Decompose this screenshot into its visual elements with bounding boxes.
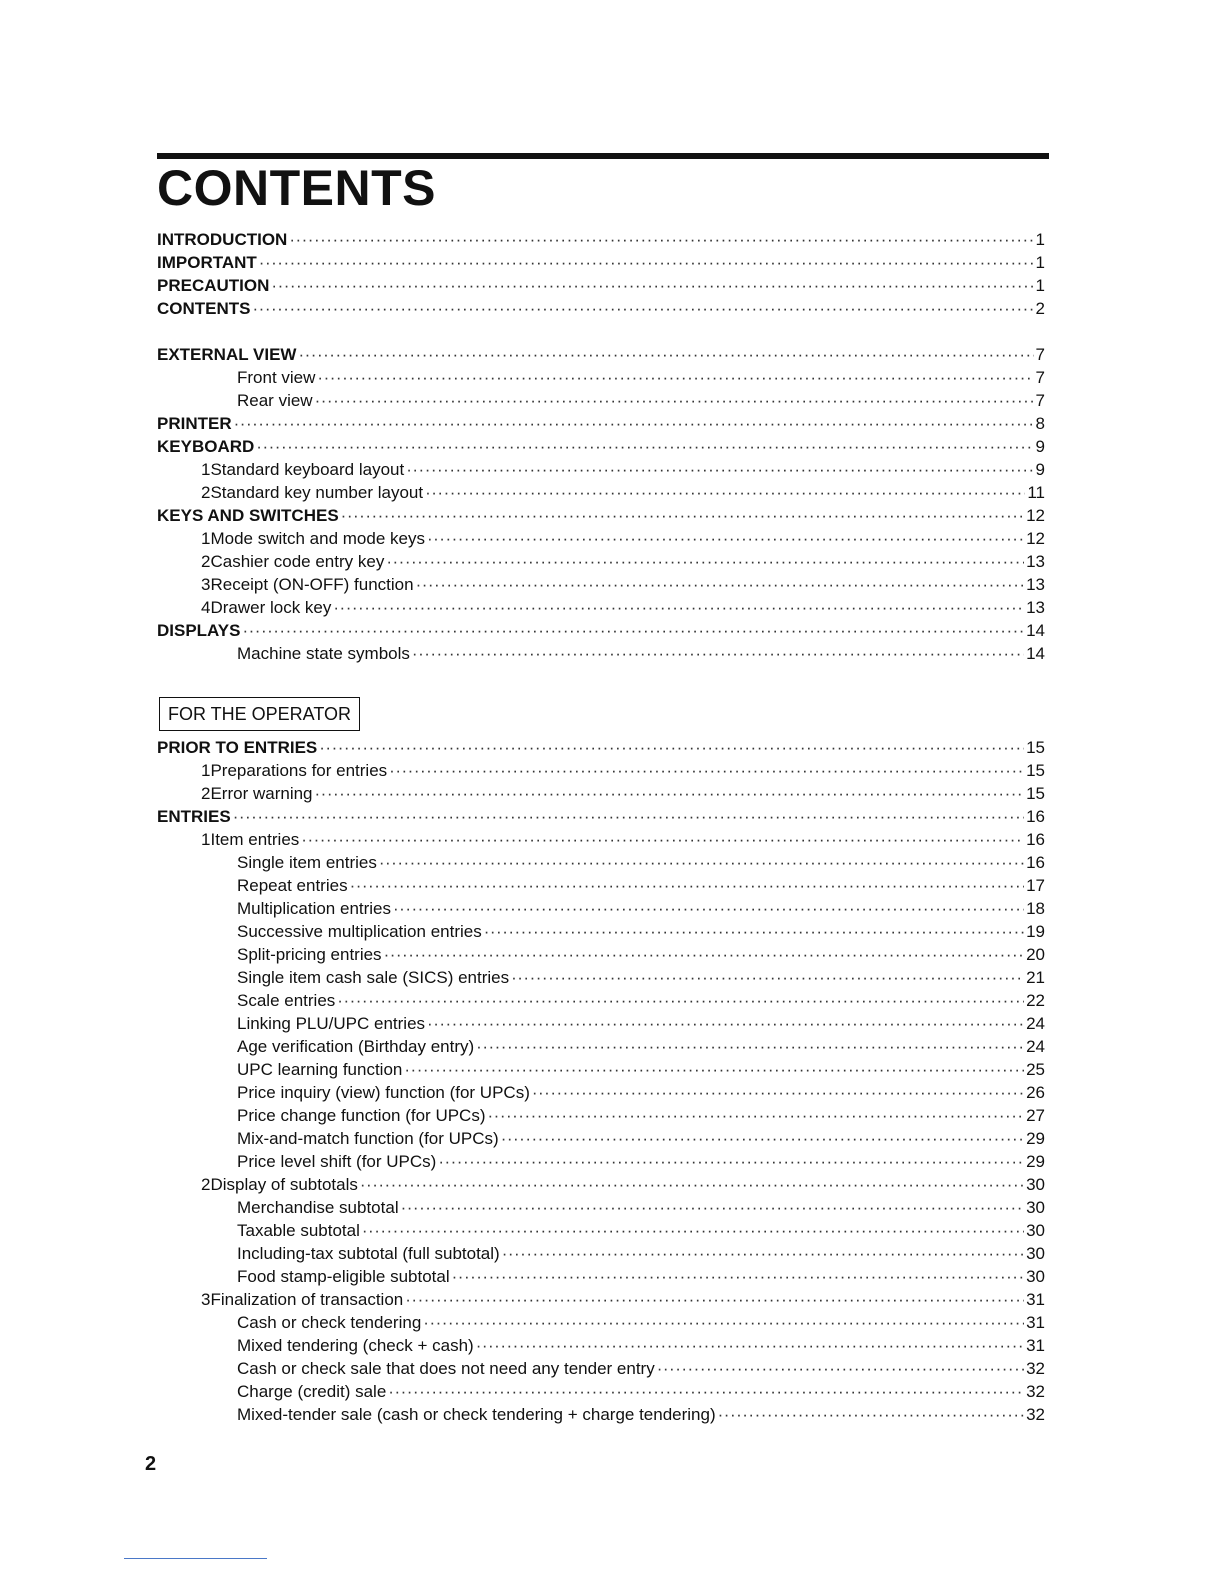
dot-leader (388, 1380, 1024, 1403)
toc-entry-page: 8 (1035, 414, 1045, 433)
toc-entry-page: 12 (1026, 506, 1045, 525)
dot-leader (484, 920, 1024, 943)
dot-leader (242, 619, 1024, 642)
toc-entry[interactable] (157, 1081, 1045, 1104)
toc-entry[interactable] (157, 504, 1045, 527)
dot-leader (423, 1311, 1024, 1334)
toc-entry-page: 30 (1026, 1198, 1045, 1217)
toc-entry[interactable] (157, 619, 1045, 642)
toc-entry-page: 15 (1026, 738, 1045, 757)
toc-entry-label: Standard key number layout (210, 483, 424, 502)
dot-leader (337, 989, 1024, 1012)
toc-entry-page: 16 (1026, 830, 1045, 849)
toc-entry[interactable] (157, 759, 1045, 782)
toc-entry-page: 21 (1026, 968, 1045, 987)
toc-entry-page: 30 (1026, 1221, 1045, 1240)
toc-entry[interactable] (157, 642, 1045, 665)
dot-leader (476, 1334, 1024, 1357)
toc-entry[interactable] (157, 782, 1045, 805)
toc-entry-label: EXTERNAL VIEW (157, 345, 297, 364)
toc-entry[interactable] (157, 874, 1045, 897)
dot-leader (405, 1288, 1024, 1311)
toc-entry-page: 13 (1026, 598, 1045, 617)
dot-leader (333, 596, 1024, 619)
dot-leader (315, 389, 1034, 412)
dot-leader (362, 1219, 1024, 1242)
toc-entry[interactable] (157, 1403, 1045, 1426)
toc-entry-page: 32 (1026, 1382, 1045, 1401)
toc-entry-label: PRIOR TO ENTRIES (157, 738, 318, 757)
toc-entry-page: 9 (1035, 460, 1045, 479)
toc-entry-label: Cashier code entry key (210, 552, 385, 571)
dot-leader (425, 481, 1025, 504)
toc-entry-label: Successive multiplication entries (237, 922, 482, 941)
toc-entry-page: 32 (1026, 1405, 1045, 1424)
dot-leader (253, 297, 1034, 320)
toc-entry[interactable] (157, 366, 1045, 389)
toc-entry[interactable] (157, 1334, 1045, 1357)
toc-entry-page: 31 (1026, 1313, 1045, 1332)
dot-leader (317, 366, 1033, 389)
toc-entry-label: Error warning (210, 784, 313, 803)
toc-entry-label: UPC learning function (237, 1060, 403, 1079)
toc-entry-page: 1 (1035, 253, 1045, 272)
toc-entry-page: 7 (1035, 345, 1045, 364)
toc-entry-label: Price level shift (for UPCs) (237, 1152, 437, 1171)
toc-entry-number: 1 (201, 529, 211, 548)
toc-entry-label: Scale entries (237, 991, 336, 1010)
dot-leader (393, 897, 1024, 920)
toc-entry-number: 3 (201, 1290, 211, 1309)
toc-front-matter (157, 228, 1045, 320)
toc-entry-label: Mix-and-match function (for UPCs) (237, 1129, 499, 1148)
toc-entry-page: 12 (1026, 529, 1045, 548)
toc-entry[interactable] (157, 920, 1045, 943)
dot-leader (259, 251, 1034, 274)
toc-entry-page: 16 (1026, 807, 1045, 826)
toc-entry-label: KEYS AND SWITCHES (157, 506, 339, 525)
toc-entry-page: 11 (1027, 483, 1045, 502)
dot-leader (427, 1012, 1024, 1035)
toc-entry-label: INTRODUCTION (157, 230, 288, 249)
toc-entry-label: PRINTER (157, 414, 232, 433)
toc-entry-page: 13 (1026, 575, 1045, 594)
toc-entry-page: 31 (1026, 1336, 1045, 1355)
toc-entry[interactable] (157, 458, 1045, 481)
toc-entry[interactable] (157, 989, 1045, 1012)
toc-entry-page: 14 (1026, 621, 1045, 640)
toc-entry[interactable] (157, 828, 1045, 851)
toc-entry-page: 29 (1026, 1152, 1045, 1171)
toc-entry-page: 30 (1026, 1244, 1045, 1263)
dot-leader (452, 1265, 1024, 1288)
toc-entry-page: 7 (1035, 368, 1045, 387)
toc-entry-label: Rear view (237, 391, 313, 410)
toc-entry-page: 32 (1026, 1359, 1045, 1378)
toc-entry[interactable] (157, 343, 1045, 366)
toc-entry[interactable] (157, 943, 1045, 966)
toc-entry-label: Finalization of transaction (210, 1290, 404, 1309)
toc-entry-page: 29 (1026, 1129, 1045, 1148)
toc-entry-label: Repeat entries (237, 876, 348, 895)
toc-entry[interactable] (157, 966, 1045, 989)
toc-entry-label: DISPLAYS (157, 621, 241, 640)
dot-leader (350, 874, 1025, 897)
toc-entry-number: 4 (201, 598, 211, 617)
dot-leader (401, 1196, 1024, 1219)
toc-entry[interactable] (157, 1288, 1045, 1311)
dot-leader (301, 828, 1024, 851)
dot-leader (315, 782, 1025, 805)
toc-entry-label: Receipt (ON-OFF) function (210, 575, 414, 594)
toc-entry[interactable] (157, 1219, 1045, 1242)
toc-entry-label: PRECAUTION (157, 276, 270, 295)
dot-leader (488, 1104, 1025, 1127)
toc-entry-page: 22 (1026, 991, 1045, 1010)
toc-entry[interactable] (157, 1058, 1045, 1081)
toc-entry-page: 24 (1026, 1014, 1045, 1033)
toc-entry-page: 7 (1035, 391, 1045, 410)
toc-entry-page: 9 (1035, 437, 1045, 456)
toc-entry-page: 26 (1026, 1083, 1045, 1102)
toc-entry-label: Linking PLU/UPC entries (237, 1014, 426, 1033)
dot-leader (386, 550, 1024, 573)
dot-leader (289, 228, 1033, 251)
toc-entry-page: 14 (1026, 644, 1045, 663)
dot-leader (341, 504, 1024, 527)
toc-entry[interactable] (157, 389, 1045, 412)
dot-leader (511, 966, 1024, 989)
dot-leader (476, 1035, 1024, 1058)
toc-entry-page: 13 (1026, 552, 1045, 571)
toc-entry[interactable] (157, 228, 1045, 251)
dot-leader (384, 943, 1025, 966)
dot-leader (234, 412, 1034, 435)
toc-entry-number: 2 (201, 552, 211, 571)
toc-entry-number: 3 (201, 575, 211, 594)
toc-entry-label: Cash or check sale that does not need any tender entry (237, 1359, 655, 1378)
page-title: CONTENTS (157, 160, 436, 216)
toc-entry-label: Merchandise subtotal (237, 1198, 399, 1217)
dot-leader (298, 343, 1033, 366)
dot-leader (319, 736, 1024, 759)
toc-entry-label: Price change function (for UPCs) (237, 1106, 486, 1125)
toc-entry[interactable] (157, 1127, 1045, 1150)
toc-entry-page: 19 (1026, 922, 1045, 941)
dot-leader (233, 805, 1024, 828)
toc-entry-page: 1 (1035, 230, 1045, 249)
toc-entry[interactable] (157, 1380, 1045, 1403)
toc-entry[interactable] (157, 1242, 1045, 1265)
dot-leader (532, 1081, 1024, 1104)
dot-leader (406, 458, 1033, 481)
toc-entry[interactable] (157, 596, 1045, 619)
dot-leader (416, 573, 1025, 596)
toc-entry[interactable] (157, 1035, 1045, 1058)
section-heading-for-the-operator: FOR THE OPERATOR (159, 697, 360, 731)
dot-leader (256, 435, 1033, 458)
toc-entry-number: 1 (201, 460, 211, 479)
toc-entry-label: Charge (credit) sale (237, 1382, 387, 1401)
toc-entry-label: Single item entries (237, 853, 377, 872)
toc-entry-label: Drawer lock key (210, 598, 332, 617)
toc-entry-label: Mixed-tender sale (cash or check tendering + charge tendering) (237, 1405, 716, 1424)
toc-entry-number: 1 (201, 761, 211, 780)
toc-entry[interactable] (157, 527, 1045, 550)
toc-entry-page: 1 (1035, 276, 1045, 295)
dot-leader (718, 1403, 1024, 1426)
toc-entry-number: 2 (201, 784, 211, 803)
toc-entry[interactable] (157, 435, 1045, 458)
toc-entry-page: 2 (1035, 299, 1045, 318)
toc-entry-label: Taxable subtotal (237, 1221, 360, 1240)
dot-leader (502, 1242, 1024, 1265)
toc-entry[interactable] (157, 1357, 1045, 1380)
toc-entry-page: 20 (1026, 945, 1045, 964)
toc-entry-label: Single item cash sale (SICS) entries (237, 968, 510, 987)
toc-entry-page: 30 (1026, 1175, 1045, 1194)
toc-entry-label: Standard keyboard layout (210, 460, 405, 479)
toc-entry-page: 17 (1026, 876, 1045, 895)
toc-entry[interactable] (157, 1265, 1045, 1288)
toc-entry-page: 15 (1026, 784, 1045, 803)
dot-leader (389, 759, 1024, 782)
dot-leader (404, 1058, 1024, 1081)
toc-entry-number: 2 (201, 1175, 211, 1194)
toc-entry[interactable] (157, 851, 1045, 874)
toc-operator (157, 736, 1045, 1426)
dot-leader (427, 527, 1024, 550)
toc-entry-number: 2 (201, 483, 211, 502)
dot-leader (412, 642, 1024, 665)
toc-entry-label: Display of subtotals (210, 1175, 358, 1194)
dot-leader (271, 274, 1033, 297)
toc-entry-page: 15 (1026, 761, 1045, 780)
toc-entry[interactable] (157, 1104, 1045, 1127)
toc-entry[interactable] (157, 736, 1045, 759)
toc-entry-page: 24 (1026, 1037, 1045, 1056)
toc-entry-page: 27 (1026, 1106, 1045, 1125)
toc-entry-page: 30 (1026, 1267, 1045, 1286)
toc-entry[interactable] (157, 251, 1045, 274)
dot-leader (501, 1127, 1024, 1150)
toc-entry-label: Cash or check tendering (237, 1313, 422, 1332)
toc-entry[interactable] (157, 1012, 1045, 1035)
dot-leader (360, 1173, 1024, 1196)
toc-entry[interactable] (157, 897, 1045, 920)
toc-entry-page: 18 (1026, 899, 1045, 918)
toc-entry-page: 25 (1026, 1060, 1045, 1079)
toc-entry[interactable] (157, 412, 1045, 435)
toc-entry[interactable] (157, 1173, 1045, 1196)
toc-hardware (157, 343, 1045, 665)
toc-entry-label: Price inquiry (view) function (for UPCs) (237, 1083, 530, 1102)
toc-entry[interactable] (157, 550, 1045, 573)
toc-entry-label: Item entries (210, 830, 300, 849)
toc-entry-page: 16 (1026, 853, 1045, 872)
toc-entry[interactable] (157, 274, 1045, 297)
toc-entry-label: CONTENTS (157, 299, 251, 318)
dot-leader (657, 1357, 1024, 1380)
dot-leader (438, 1150, 1024, 1173)
toc-entry-label: Multiplication entries (237, 899, 392, 918)
toc-entry-label: Age verification (Birthday entry) (237, 1037, 475, 1056)
toc-entry[interactable] (157, 1311, 1045, 1334)
title-rule (157, 153, 1049, 159)
page-number: 2 (145, 1453, 157, 1475)
toc-entry-page: 31 (1026, 1290, 1045, 1309)
toc-entry[interactable] (157, 1196, 1045, 1219)
toc-entry-label: Food stamp-eligible subtotal (237, 1267, 450, 1286)
toc-entry[interactable] (157, 805, 1045, 828)
dot-leader (379, 851, 1024, 874)
toc-entry-label: ENTRIES (157, 807, 231, 826)
toc-entry-number: 1 (201, 830, 211, 849)
toc-entry-label: Mode switch and mode keys (210, 529, 425, 548)
toc-entry-label: Split-pricing entries (237, 945, 382, 964)
toc-entry-label: Mixed tendering (check + cash) (237, 1336, 474, 1355)
toc-entry-label: Preparations for entries (210, 761, 388, 780)
toc-entry-label: IMPORTANT (157, 253, 257, 272)
toc-entry[interactable] (157, 1150, 1045, 1173)
footer-divider (124, 1558, 267, 1559)
toc-entry[interactable] (157, 297, 1045, 320)
toc-entry-label: Machine state symbols (237, 644, 410, 663)
toc-entry[interactable] (157, 481, 1045, 504)
toc-entry-label: Front view (237, 368, 316, 387)
toc-entry-label: KEYBOARD (157, 437, 255, 456)
toc-entry[interactable] (157, 573, 1045, 596)
toc-entry-label: Including-tax subtotal (full subtotal) (237, 1244, 500, 1263)
